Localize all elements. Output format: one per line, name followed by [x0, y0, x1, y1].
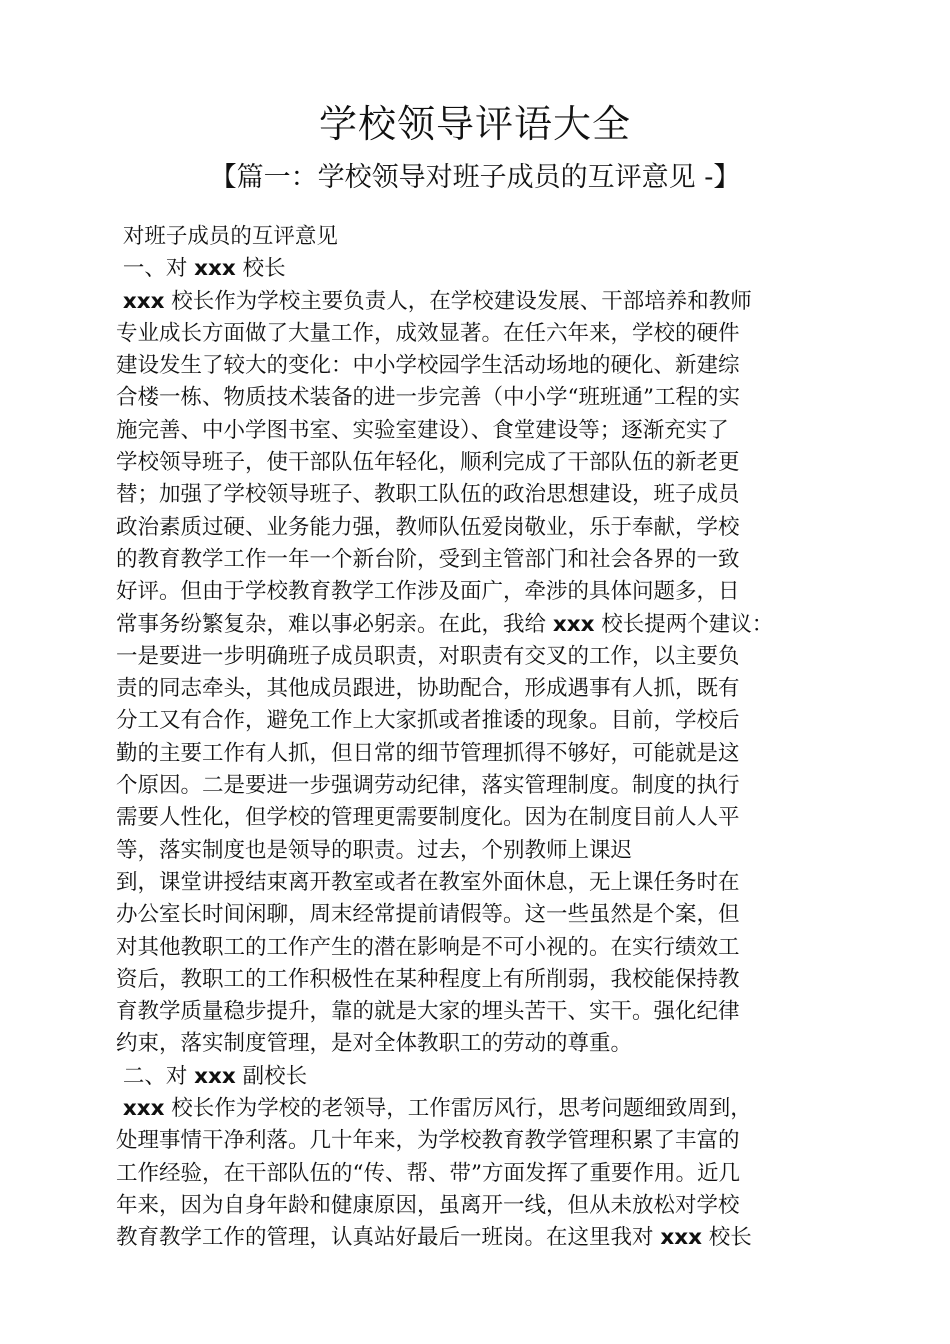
paragraph-line: 资后，教职工的工作积极性在某种程度上有所削弱，我校能保持教 [116, 966, 740, 992]
paragraph-line: xxx 校长作为学校的老领导，工作雷厉风行，思考问题细致周到， [122, 1096, 752, 1122]
paragraph-line: 政治素质过硬、业务能力强，教师队伍爱岗敬业，乐于奉献，学校 [116, 514, 740, 540]
paragraph-line: 对班子成员的互评意见 [116, 224, 338, 249]
document-subtitle: 【篇一：学校领导对班子成员的互评意见 -】 [209, 162, 741, 193]
paragraph-line: 学校领导班子，使干部队伍年轻化，顺利完成了干部队伍的新老更 [116, 450, 740, 476]
paragraph-line: 到，课堂讲授结束离开教室或者在教室外面休息，无上课任务时在 [116, 869, 740, 895]
paragraph-line: 二、对 xxx 副校长 [116, 1063, 308, 1089]
paragraph-line: 育教学质量稳步提升，靠的就是大家的埋头苦干、实干。强化纪律 [116, 999, 740, 1025]
paragraph-line: 个原因。二是要进一步强调劳动纪律，落实管理制度。制度的执行 [116, 773, 740, 799]
paragraph-line: 建设发生了较大的变化：中小学校园学生活动场地的硬化、新建综 [116, 353, 740, 379]
document-body [116, 221, 836, 1255]
paragraph-line: 对其他教职工的工作产生的潜在影响是不可小视的。在实行绩效工 [116, 934, 740, 960]
paragraph-line: 处理事情干净利落。几十年来，为学校教育教学管理积累了丰富的 [116, 1128, 740, 1154]
document-title: 学校领导评语大全 [318, 102, 631, 146]
paragraph-line: 好评。但由于学校教育教学工作涉及面广，牵涉的具体问题多，日 [116, 579, 740, 605]
paragraph-line: 需要人性化，但学校的管理更需要制度化。因为在制度目前人人平 [116, 805, 740, 831]
paragraph-line: 一、对 xxx 校长 [116, 256, 286, 282]
paragraph-line: 勤的主要工作有人抓，但日常的细节管理抓得不够好，可能就是这 [116, 740, 740, 766]
paragraph-line: 一是要进一步明确班子成员职责，对职责有交叉的工作，以主要负 [116, 643, 740, 669]
paragraph-line: 办公室长时间闲聊，周末经常提前请假等。这一些虽然是个案，但 [116, 902, 740, 928]
paragraph-line: 责的同志牵头，其他成员跟进，协助配合，形成遇事有人抓，既有 [116, 676, 740, 702]
paragraph-line: 约束，落实制度管理，是对全体教职工的劳动的尊重。 [116, 1031, 633, 1057]
paragraph-line: xxx 校长作为学校主要负责人，在学校建设发展、干部培养和教师 [122, 288, 752, 314]
paragraph-line: 常事务纷繁复杂，难以事必躬亲。在此，我给 xxx 校长提两个建议： [116, 611, 774, 637]
paragraph-line: 工作经验，在干部队伍的“传、帮、带”方面发挥了重要作用。近几 [116, 1160, 740, 1186]
paragraph-line: 教育教学工作的管理，认真站好最后一班岗。在这里我对 xxx 校长 [116, 1225, 752, 1251]
paragraph-line: 等，落实制度也是领导的职责。过去，个别教师上课迟 [116, 837, 633, 863]
paragraph-line: 年来，因为自身年龄和健康原因，虽离开一线，但从未放松对学校 [116, 1192, 740, 1218]
paragraph-line: 施完善、中小学图书室、实验室建设）、食堂建设等；逐渐充实了 [116, 417, 729, 443]
paragraph-line: 分工又有合作，避免工作上大家抓或者推诿的现象。目前，学校后 [116, 708, 740, 734]
paragraph-line: 替；加强了学校领导班子、教职工队伍的政治思想建设，班子成员 [116, 482, 740, 508]
paragraph-line: 的教育教学工作一年一个新台阶，受到主管部门和社会各界的一致 [116, 546, 740, 572]
paragraph-line: 专业成长方面做了大量工作，成效显著。在任六年来，学校的硬件 [116, 320, 740, 346]
paragraph-line: 合楼一栋、物质技术装备的进一步完善（中小学“班班通”工程的实 [116, 385, 740, 411]
